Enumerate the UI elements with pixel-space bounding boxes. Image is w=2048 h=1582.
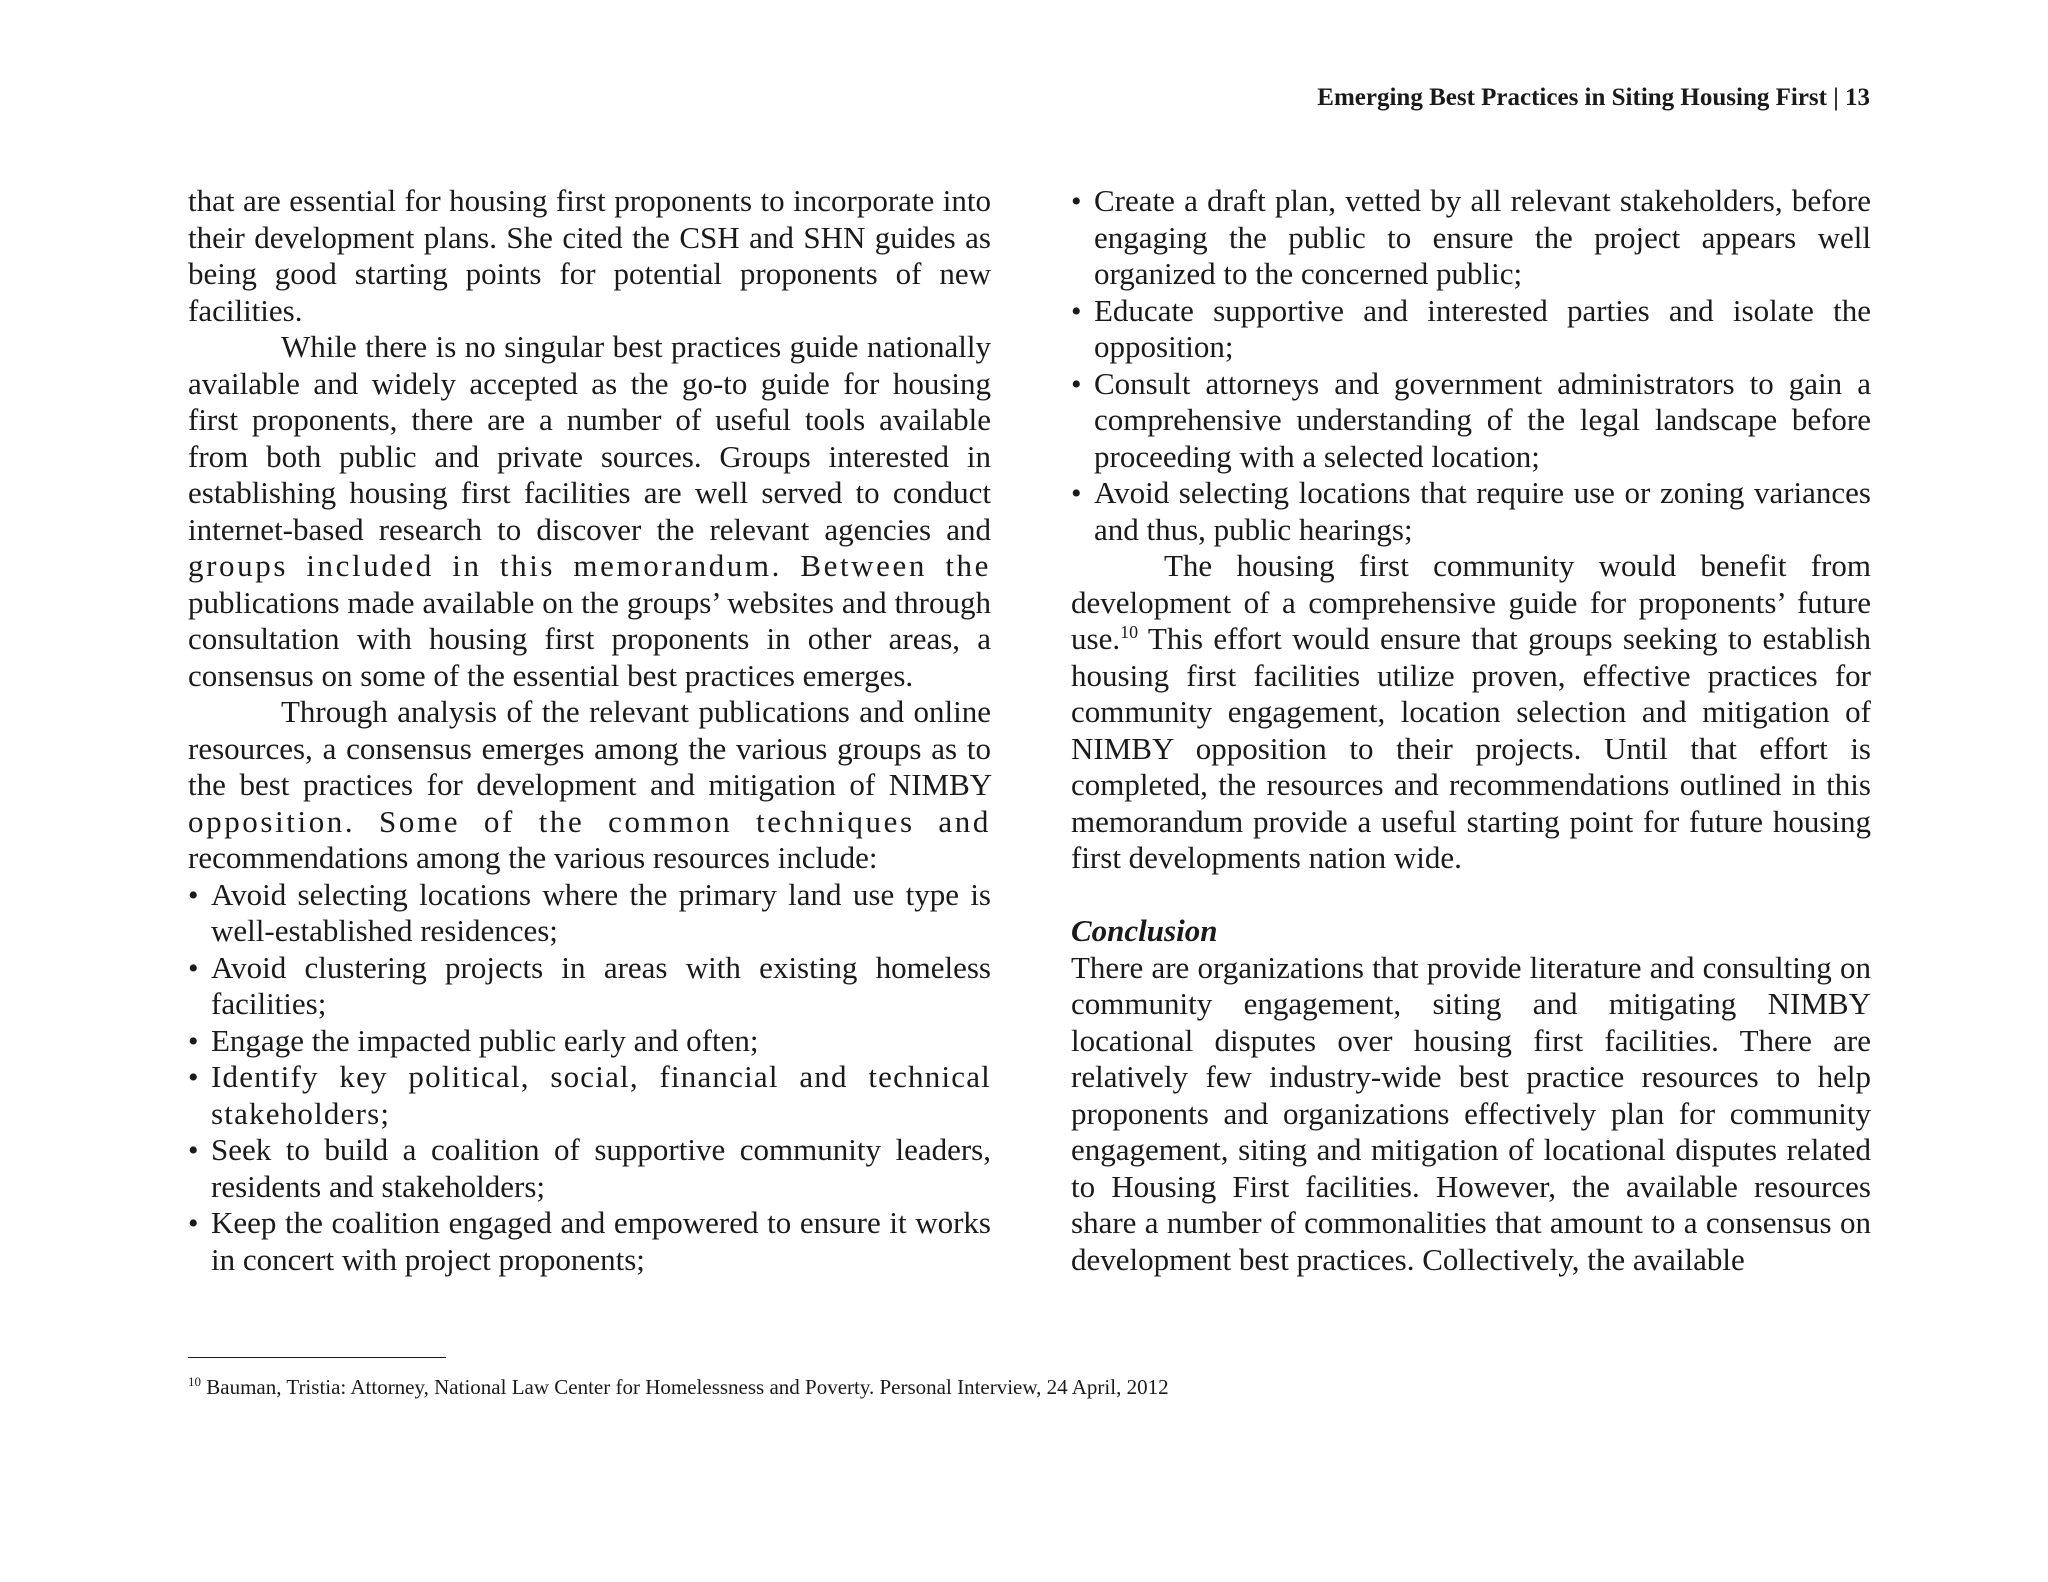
list-item: • Seek to build a coalition of supportive community leaders, residents and stakeholders; <box>188 1132 991 1205</box>
bullet-list <box>188 877 991 1279</box>
list-item: • Avoid selecting locations where the primary land use type is well-established residences; <box>188 877 991 950</box>
list-item: • Keep the coalition engaged and empowered to ensure it works in concert with project proponents; <box>188 1205 991 1278</box>
running-header <box>1000 84 1870 112</box>
section-heading: Conclusion <box>1071 913 1218 948</box>
bullet-list <box>1071 183 1871 548</box>
paragraph: While there is no singular best practices guide nationally available and widely accepted as the go-to guide for housing first proponents, there are a number of useful tools available from both public and private sources. Groups interested in establishing housing first facilities are well served to conduct internet-based research to discover the relevant agencies and groups included in this memorandum. Between the publications made available on the groups’ websites and through consultation with housing first proponents in other areas, a consensus on some of the essential best practices emerges. <box>188 329 991 693</box>
list-item: • Engage the impacted public early and often; <box>188 1023 991 1060</box>
left-column <box>188 183 991 1278</box>
right-column <box>1071 183 1871 1278</box>
paragraph: that are essential for housing first proponents to incorporate into their development plans. She cited the CSH and SHN guides as being good starting points for potential proponents of new facilities. <box>188 183 991 328</box>
list-item: • Consult attorneys and government administrators to gain a comprehensive understanding of the legal landscape before proceeding with a selected location; <box>1071 366 1871 476</box>
paragraph: The housing first community would benefit from development of a comprehensive guide for proponents’ future use.$^{10}$ This effort would ensure that groups seeking to establish housing first facilities utilize proven, effective practices for community engagement, location selection and mitigation of NIMBY opposition to their projects. Until that effort is completed, the resources and recommendations outlined in this memorandum provide a useful starting point for future housing first developments nation wide. <box>1071 548 1871 875</box>
list-item: • Avoid clustering projects in areas with existing homeless facilities; <box>188 950 991 1023</box>
header-separator: | <box>1833 84 1839 111</box>
page-number: 13 <box>1845 84 1870 111</box>
list-item: • Identify key political, social, financial and technical stakeholders; <box>188 1059 991 1132</box>
footnote <box>188 1375 1488 1400</box>
footnote-reference[interactable]: 10 <box>1120 622 1139 642</box>
footnote-text: Bauman, Tristia: Attorney, National Law Center for Homelessness and Poverty. Personal Interview, 24 April, 2012 <box>201 1375 1169 1399</box>
paragraph: There are organizations that provide literature and consulting on community engagement, siting and mitigating NIMBY locational disputes over housing first facilities. There are relatively few industry-wide best practice resources to help proponents and organizations effectively plan for community engagement, siting and mitigation of locational disputes related to Housing First facilities. However, the available resources share a number of commonalities that amount to a consensus on development best practices. Collectively, the available <box>1071 949 1871 1277</box>
footnote-divider <box>188 1357 446 1358</box>
list-item: • Avoid selecting locations that require use or zoning variances and thus, public hearings; <box>1071 475 1871 548</box>
list-item: • Educate supportive and interested parties and isolate the opposition; <box>1071 293 1871 366</box>
paragraph: Through analysis of the relevant publications and online resources, a consensus emerges among the various groups as to the best practices for development and mitigation of NIMBY opposition. Some of the common techniques and recommendations among the various resources include: <box>188 694 991 875</box>
running-title: Emerging Best Practices in Siting Housing First <box>1317 84 1827 111</box>
footnote-number: 10 <box>188 1374 201 1389</box>
list-item: • Create a draft plan, vetted by all relevant stakeholders, before engaging the public to ensure the project appears well organized to the concerned public; <box>1071 183 1871 293</box>
